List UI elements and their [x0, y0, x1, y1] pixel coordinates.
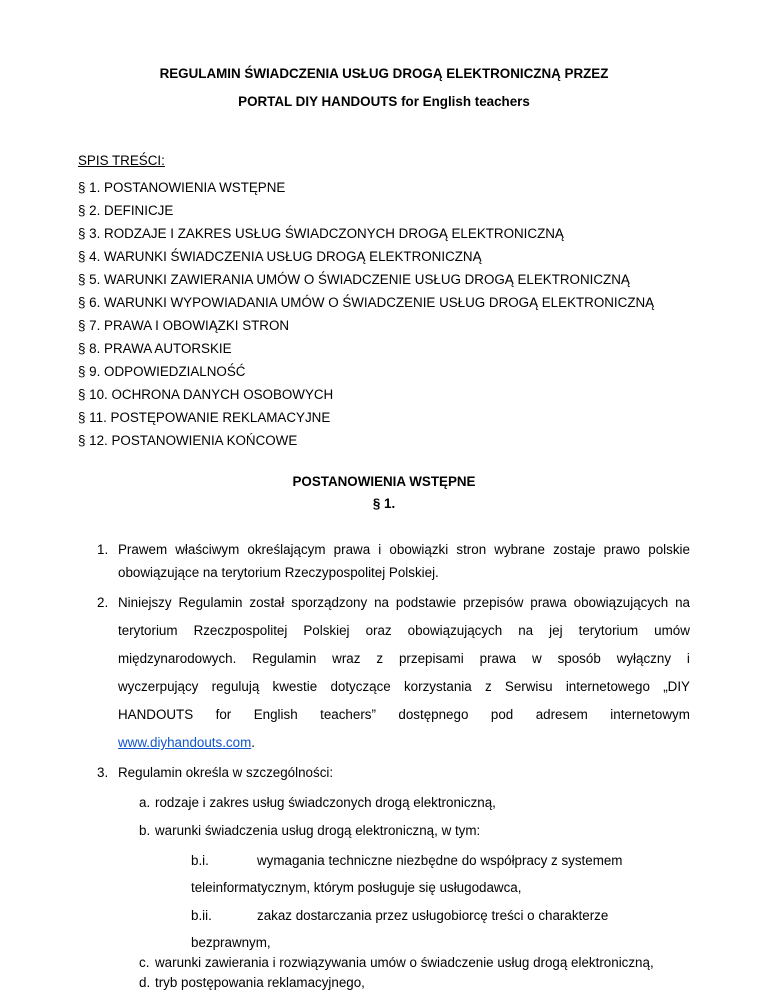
word: prawa — [333, 542, 371, 557]
toc-item: § 1. POSTANOWIENIA WSTĘPNE — [78, 180, 286, 195]
link-trailing-period: . — [251, 735, 255, 750]
toc-item: § 3. RODZAJE I ZAKRES USŁUG ŚWIADCZONYCH DROGĄ ELEKTRONICZNĄ — [78, 226, 564, 241]
toc-item: § 9. ODPOWIEDZIALNOŚĆ — [78, 364, 246, 379]
word: Niniejszy — [118, 595, 172, 610]
toc-item: § 10. OCHRONA DANYCH OSOBOWYCH — [78, 387, 334, 402]
word: wraz — [332, 651, 361, 666]
toc-item: § 6. WARUNKI WYPOWIADANIA UMÓW O ŚWIADCZENIE USŁUG DROGĄ ELEKTRONICZNĄ — [78, 295, 655, 310]
word: adresem — [535, 707, 588, 722]
paragraph-2-line-6 — [118, 735, 255, 750]
word: z — [376, 651, 384, 666]
word: Regulamin — [178, 595, 243, 610]
list-item-a: rodzaje i zakres usług świadczonych drogą elektroniczną, — [155, 795, 496, 810]
word: międzynarodowych. — [118, 651, 237, 666]
paragraph-2-line-2 — [118, 623, 690, 638]
word: regulują — [211, 679, 260, 694]
list-item-b: warunki świadczenia usług drogą elektroniczną, w tym: — [155, 823, 481, 838]
paragraph-1-line-2: obowiązujące na terytorium Rzeczypospolitej Polskiej. — [118, 565, 439, 580]
toc-item: § 5. WARUNKI ZAWIERANIA UMÓW O ŚWIADCZENIE USŁUG DROGĄ ELEKTRONICZNĄ — [78, 272, 630, 287]
list-label: c. — [139, 955, 150, 970]
word: sporządzony — [291, 595, 368, 610]
paragraph-3-text: Regulamin określa w szczególności: — [118, 765, 334, 780]
word: obowiązujących — [573, 595, 669, 610]
word: i — [686, 651, 690, 666]
word: English — [253, 707, 298, 722]
word: Regulamin — [252, 651, 317, 666]
word: Rzeczpospolitej — [193, 623, 288, 638]
word: na — [675, 595, 690, 610]
paragraph-2-line-5 — [118, 707, 690, 722]
word: sposób — [557, 651, 601, 666]
word: dostępnego — [398, 707, 469, 722]
paragraph-1-line-1 — [118, 542, 690, 557]
sublist-item-bi-line-1: wymagania techniczne niezbędne do współpracy z systemem — [257, 853, 623, 868]
sublist-item-bii-line-2: bezprawnym, — [191, 935, 271, 950]
word: oraz — [365, 623, 392, 638]
word: i — [378, 542, 382, 557]
word: Polskiej — [303, 623, 350, 638]
word: kwestie — [272, 679, 318, 694]
sublist-item-bi-line-2: teleinformatycznym, którym posługuje się usługodawca, — [191, 880, 522, 895]
word: prawa — [530, 595, 567, 610]
word: właściwym — [175, 542, 240, 557]
word: „DIY — [663, 679, 690, 694]
word: prawa — [479, 651, 517, 666]
paragraph-number: 3. — [97, 765, 109, 780]
word: został — [249, 595, 285, 610]
paragraph-2-line-4 — [118, 679, 690, 694]
word: polskie — [648, 542, 690, 557]
website-link[interactable]: www.diyhandouts.com — [118, 735, 252, 750]
word: korzystania — [403, 679, 472, 694]
word: HANDOUTS — [118, 707, 194, 722]
toc-item: § 7. PRAWA I OBOWIĄZKI STRON — [78, 318, 290, 333]
word: teachers” — [320, 707, 376, 722]
toc-item: § 8. PRAWA AUTORSKIE — [78, 341, 232, 356]
word: podstawie — [395, 595, 457, 610]
word: terytorium — [118, 623, 178, 638]
word: internetowym — [610, 707, 690, 722]
word: określającym — [247, 542, 326, 557]
word: na — [518, 623, 534, 638]
word: for — [215, 707, 232, 722]
document-title-line-1: REGULAMIN ŚWIADCZENIA USŁUG DROGĄ ELEKTRONICZNĄ PRZEZ — [159, 66, 609, 81]
section-number: § 1. — [372, 496, 396, 511]
word: umów — [654, 623, 690, 638]
paragraph-2-line-3 — [118, 651, 690, 666]
word: na — [374, 595, 389, 610]
word: wyczerpujący — [118, 679, 199, 694]
word: dotyczące — [330, 679, 391, 694]
word: wyłączny — [616, 651, 672, 666]
toc-heading: SPIS TREŚCI: — [78, 153, 165, 168]
document-title-line-2: PORTAL DIY HANDOUTS for English teachers — [238, 94, 530, 109]
word: w — [532, 651, 542, 666]
toc-item: § 12. POSTANOWIENIA KOŃCOWE — [78, 433, 298, 448]
list-label: d. — [139, 975, 151, 990]
word: przepisów — [463, 595, 524, 610]
paragraph-number: 1. — [97, 542, 109, 557]
word: z — [484, 679, 492, 694]
word: wybrane — [494, 542, 545, 557]
word: Prawem — [118, 542, 168, 557]
word: przepisami — [398, 651, 464, 666]
word: obowiązki — [389, 542, 449, 557]
sublist-label: b.i. — [191, 853, 209, 868]
sublist-label: b.ii. — [191, 908, 212, 923]
word: terytorium — [578, 623, 639, 638]
word: prawo — [603, 542, 641, 557]
sublist-item-bii-line-1: zakaz dostarczania przez usługobiorcę treści o charakterze — [257, 908, 609, 923]
word: stron — [456, 542, 487, 557]
toc-item: § 11. POSTĘPOWANIE REKLAMACYJNE — [78, 410, 331, 425]
word: zostaje — [553, 542, 596, 557]
section-heading: POSTANOWIENIA WSTĘPNE — [292, 474, 476, 489]
paragraph-2-line-1 — [118, 595, 690, 610]
word: obowiązujących — [407, 623, 503, 638]
word: jej — [549, 623, 563, 638]
word: Serwisu — [504, 679, 553, 694]
word: pod — [490, 707, 514, 722]
list-label: a. — [139, 795, 151, 810]
toc-item: § 2. DEFINICJE — [78, 203, 174, 218]
list-item-d: tryb postępowania reklamacyjnego, — [155, 975, 365, 990]
word: internetowego — [565, 679, 650, 694]
paragraph-number: 2. — [97, 595, 109, 610]
list-label: b. — [139, 823, 151, 838]
toc-item: § 4. WARUNKI ŚWIADCZENIA USŁUG DROGĄ ELEKTRONICZNĄ — [78, 249, 482, 264]
list-item-c: warunki zawierania i rozwiązywania umów o świadczenie usług drogą elektroniczną, — [155, 955, 654, 970]
